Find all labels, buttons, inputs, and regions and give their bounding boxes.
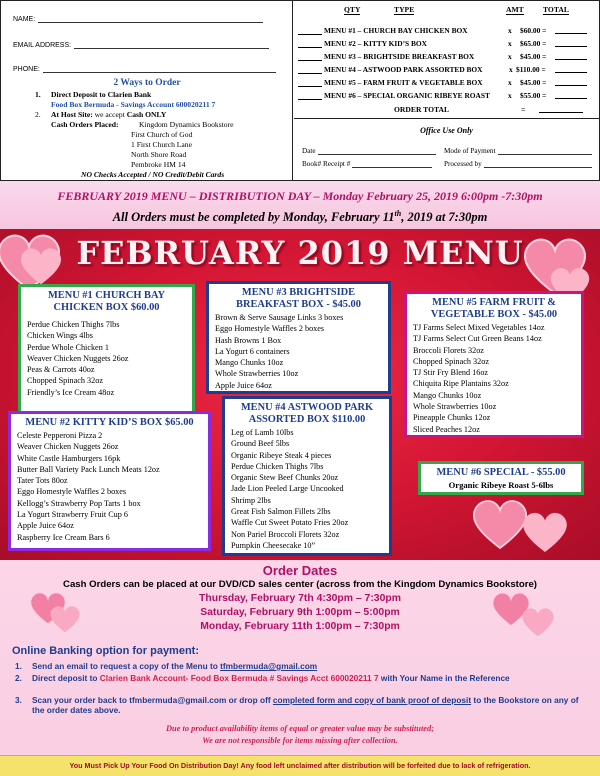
order-row-label: MENU #1 – CHURCH BAY CHICKEN BOX: [324, 26, 468, 35]
no-checks-note: NO Checks Accepted / NO Credit/Debit Cards: [81, 170, 225, 179]
total-header: TOTAL: [543, 5, 569, 14]
menu-box-5-title: MENU #5 FARM FRUIT & VEGETABLE BOX - $45.00: [430, 297, 558, 320]
menu-item: Chiquita Ripe Plantains 32oz: [413, 379, 509, 389]
order-row-menu1: [298, 26, 598, 37]
step-text-end: with Your Name in the Reference: [378, 673, 510, 683]
online-step-3: [15, 695, 592, 715]
menu-item: Eggo Homestyle Waffles 2 boxes: [17, 487, 127, 497]
menu-box-1: [18, 284, 195, 432]
order-row-amt: $45.00 =: [520, 78, 547, 87]
qty-blank[interactable]: [298, 92, 322, 100]
cash-orders-label: Cash Orders Placed:: [51, 120, 119, 129]
option1-account: Food Box Bermuda - Savings Account 600020211 7: [51, 100, 216, 109]
office-receipt-line[interactable]: [352, 160, 432, 168]
menu-item: Pumpkin Cheesecake 10”: [231, 540, 316, 550]
menu-section: [0, 229, 600, 560]
office-payment-field[interactable]: [444, 147, 592, 155]
menu-item: Raspberry Ice Cream Bars 6: [17, 532, 110, 542]
menu-item: Whole Strawberries 10oz: [413, 402, 497, 412]
menu-item: Chopped Spinach 32oz: [413, 356, 489, 366]
order-row-label: MENU #5 – FARM FRUIT & VEGETABLE BOX: [324, 78, 483, 87]
qty-blank[interactable]: [298, 79, 322, 87]
menu-item: Ground Beef 5lbs: [231, 439, 290, 449]
menu-item: Organic Ribeye Roast 5-6lbs: [448, 480, 554, 490]
address-line-1: Kingdom Dynamics Bookstore: [139, 120, 234, 129]
menu-item: White Castle Hamburgers 16pk: [17, 453, 121, 463]
menu-item: TJ Stir Fry Blend 16oz: [413, 368, 489, 378]
menu-item: TJ Farms Select Cut Green Beans 14oz: [413, 334, 542, 344]
order-row-menu2: [298, 39, 598, 50]
menu-item: Celeste Pepperoni Pizza 2: [17, 431, 103, 440]
distribution-day-line: FEBRUARY 2019 MENU – DISTRIBUTION DAY – Monday February 25, 2019 6:00pm -7:30pm: [57, 189, 543, 203]
order-form-section: [0, 0, 600, 181]
menu-box-1-title: MENU #1 CHURCH BAY CHICKEN BOX $60.00: [47, 290, 166, 313]
step-text: Scan your order back to tfmbermuda@gmail.com or drop off: [32, 695, 273, 705]
menu-item: Tater Tots 80oz: [17, 476, 68, 486]
option2-title-rest: we accept: [92, 110, 127, 119]
deadline-text: All Orders must be completed by Monday, February 11: [112, 210, 395, 225]
menu-item: Chicken Wings 4lbs: [27, 331, 93, 341]
order-total-label: ORDER TOTAL: [394, 105, 450, 114]
bank-account-text: Clarien Bank Account- Food Box Bermuda # Savings Acct 600020211 7: [99, 673, 379, 683]
menu-item: Apple Juice 64oz: [17, 521, 74, 531]
order-row-label: MENU #2 – KITTY KID’S BOX: [324, 39, 427, 48]
email-label: EMAIL ADDRESS:: [13, 42, 72, 49]
option1-title: Direct Deposit to Clarien Bank: [51, 90, 152, 99]
total-blank[interactable]: [555, 39, 587, 47]
order-table-header: [294, 5, 599, 15]
order-quantity-table: [294, 1, 599, 119]
option1-num: 1.: [35, 90, 41, 99]
order-date-1: Thursday, February 7th 4:30pm – 7:30pm: [199, 593, 401, 604]
name-label: NAME:: [13, 16, 36, 23]
order-date-2: Saturday, February 9th 1:00pm – 5:00pm: [200, 607, 400, 618]
step-number: 1.: [15, 661, 22, 671]
amt-header: AMT: [506, 5, 524, 14]
order-row-amt: $60.00 =: [520, 26, 547, 35]
menu-item: Friendly’s Ice Cream 48oz: [27, 387, 115, 397]
menu-box-2-title: MENU #2 KITTY KID’S BOX $65.00: [25, 417, 194, 428]
order-row-amt: $65.00 =: [520, 39, 547, 48]
office-payment-line[interactable]: [498, 147, 592, 155]
menu-item: Organic Stew Beef Chunks 20oz: [231, 473, 339, 483]
qty-header: QTY: [344, 5, 361, 14]
step-text: Direct deposit to: [32, 673, 100, 683]
menu-item: Perdue Whole Chicken 1: [27, 342, 109, 352]
step-text-end: to the Bookstore on any of the order dates above.: [32, 695, 579, 715]
office-use-panel: [294, 119, 599, 181]
menu-item: Non Pariel Broccoli Florets 32oz: [231, 529, 340, 539]
times-sign: x: [508, 91, 512, 100]
times-sign: x: [508, 39, 512, 48]
option2-title-bold: At Host Site:: [51, 110, 93, 119]
menu-item: La Yogurt 6 containers: [215, 346, 290, 356]
order-row-menu4: [298, 65, 598, 76]
menu-item: Butter Ball Variety Pack Lunch Meats 12oz: [17, 464, 160, 474]
office-receipt-label: Book# Receipt #: [302, 160, 351, 168]
order-info-section: [0, 560, 600, 776]
address-line-4: North Shore Road: [131, 150, 187, 159]
order-dates-title: Order Dates: [262, 563, 338, 578]
menu-item: TJ Farms Select Mixed Vegetables 14oz: [413, 323, 545, 332]
distribution-band: [0, 181, 600, 229]
menu-box-4-title: MENU #4 ASTWOOD PARK ASSORTED BOX $110.00: [240, 402, 374, 425]
substitution-disclaimer: Due to product availability items of equal or greater value may be substituted;: [166, 724, 434, 733]
order-row-amt: $55.00 =: [520, 91, 547, 100]
deadline-text-end: , 2019 at 7:30pm: [401, 210, 488, 225]
menu-box-6: [418, 461, 584, 495]
times-sign: x: [508, 26, 512, 35]
menu-item: Sliced Peaches 12oz: [413, 424, 480, 434]
menu-item: Waffle Cut Sweet Potato Fries 20oz: [231, 518, 349, 528]
step-number: 3.: [15, 695, 22, 705]
times-sign: x: [508, 78, 512, 87]
missing-items-disclaimer: We are not responsible for items missing after collection.: [202, 736, 398, 745]
type-header: TYPE: [394, 5, 415, 14]
menu-title: FEBRUARY 2019 MENU: [76, 234, 524, 272]
menu-item: Leg of Lamb 10lbs: [231, 428, 294, 437]
online-step-2: [15, 673, 592, 683]
office-processed-field[interactable]: [444, 160, 592, 168]
total-blank[interactable]: [555, 26, 587, 34]
menu-item: Great Fish Salmon Fillets 2lbs: [231, 507, 331, 517]
menu-item: Pineapple Chunks 12oz: [413, 413, 491, 423]
menu-box-4: [222, 396, 392, 556]
office-date-line[interactable]: [318, 147, 436, 155]
customer-info-panel: [1, 1, 293, 182]
step-number: 2.: [15, 673, 22, 683]
proof-of-deposit-text: completed form and copy of bank proof of deposit: [272, 695, 472, 705]
total-blank[interactable]: [555, 78, 587, 86]
menu-item: Weaver Chicken Nuggets 26oz: [17, 442, 119, 452]
menu-box-5: [404, 291, 584, 438]
phone-field[interactable]: [13, 65, 276, 73]
step-text: Send an email to request a copy of the Menu to: [32, 661, 221, 671]
menu-item: Organic Ribeye Steak 4 pieces: [231, 450, 332, 460]
office-use-title: Office Use Only: [420, 126, 473, 135]
option2-cash: Cash ONLY: [126, 110, 167, 119]
menu-item: Broccoli Florets 32oz: [413, 345, 484, 355]
menu-item: Mango Chunks 10oz: [215, 358, 284, 368]
order-total-blank[interactable]: [539, 105, 583, 113]
option2-title: [51, 110, 166, 120]
menu-box-2: [8, 411, 211, 551]
menu-item: Brown & Serve Sausage Links 3 boxes: [215, 313, 344, 322]
name-line[interactable]: [38, 15, 263, 23]
address-line-5: Pembroke HM 14: [131, 160, 186, 169]
order-row-menu3: [298, 52, 598, 63]
phone-label: PHONE:: [13, 66, 40, 73]
order-row-menu6: [298, 91, 598, 102]
email-line[interactable]: [74, 41, 269, 49]
order-row-amt: $110.00 =: [516, 65, 546, 74]
menu-item: Mango Chunks 10oz: [413, 390, 482, 400]
menu-item: Jade Lion Peeled Large Uncooked: [231, 484, 344, 494]
menu-item: Perdue Chicken Thighs 7lbs: [231, 461, 324, 471]
order-row-menu5: [298, 78, 598, 89]
menu-item: Peas & Carrots 40oz: [27, 365, 95, 375]
online-step-1: [15, 661, 592, 671]
menu-item: Eggo Homestyle Waffles 2 boxes: [215, 324, 325, 334]
name-field[interactable]: [13, 15, 263, 23]
menu-item: Shrimp 2lbs: [231, 495, 271, 505]
menu-item: La Yogurt Strawberry Fruit Cup 6: [17, 510, 128, 520]
order-total-equals: =: [521, 105, 526, 114]
office-receipt-field[interactable]: [302, 160, 432, 168]
address-line-2: First Church of God: [131, 130, 193, 139]
order-row-label: MENU #4 – ASTWOOD PARK ASSORTED BOX: [324, 65, 483, 74]
menu-item: Apple Juice 64oz: [215, 380, 272, 390]
heart-icon: [520, 509, 570, 555]
phone-line[interactable]: [43, 65, 276, 73]
deadline-line: [0, 209, 600, 225]
menu-box-6-title: MENU #6 SPECIAL - $55.00: [436, 467, 566, 478]
email-link[interactable]: tfmbermuda@gmail.com: [220, 661, 318, 671]
cash-orders-line: Cash Orders can be placed at our DVD/CD sales center (across from the Kingdom Dynamics Bookstore): [63, 579, 537, 590]
menu-box-3-title: MENU #3 BRIGHTSIDE BREAKFAST BOX - $45.00: [236, 287, 361, 310]
order-date-3: Monday, February 11th 1:00pm – 7:30pm: [200, 621, 400, 632]
order-row-amt: $45.00 =: [520, 52, 547, 61]
menu-item: Whole Strawberries 10oz: [215, 369, 299, 379]
online-banking-title: Online Banking option for payment:: [12, 645, 199, 657]
menu-box-3: [206, 281, 391, 394]
total-blank[interactable]: [555, 52, 587, 60]
pickup-footer: You Must Pick Up Your Food On Distribution Day! Any food left unclaimed after distribution will be forfeited due to lack of refrigeration.: [0, 755, 600, 776]
qty-blank[interactable]: [298, 66, 322, 74]
office-date-field[interactable]: [302, 147, 436, 155]
option2-num: 2.: [35, 110, 41, 119]
menu-item: Perdue Chicken Thighs 7lbs: [27, 320, 120, 329]
menu-item: Kellogg’s Strawberry Pop Tarts 1 box: [17, 498, 141, 508]
qty-blank[interactable]: [298, 53, 322, 61]
menu-item: Chopped Spinach 32oz: [27, 376, 103, 386]
total-blank[interactable]: [555, 65, 587, 73]
address-line-3: 1 First Church Lane: [131, 140, 192, 149]
menu-item: Hash Browns 1 Box: [215, 335, 282, 345]
order-row-label: MENU #6 – SPECIAL ORGANIC RIBEYE ROAST: [324, 91, 490, 100]
email-field[interactable]: [13, 41, 269, 49]
menu-item: Weaver Chicken Nuggets 26oz: [27, 353, 129, 363]
office-processed-label: Processed by: [444, 160, 482, 168]
times-sign: x: [509, 65, 513, 74]
qty-blank[interactable]: [298, 40, 322, 48]
total-blank[interactable]: [555, 91, 587, 99]
ways-to-order-title: 2 Ways to Order: [113, 78, 181, 88]
office-date-label: Date: [302, 147, 316, 155]
times-sign: x: [508, 52, 512, 61]
order-row-label: MENU #3 – BRIGHTSIDE BREAKFAST BOX: [324, 52, 475, 61]
office-payment-label: Mode of Payment: [444, 147, 496, 155]
deadline-sup: th: [394, 209, 402, 218]
qty-blank[interactable]: [298, 27, 322, 35]
office-processed-line[interactable]: [484, 160, 592, 168]
